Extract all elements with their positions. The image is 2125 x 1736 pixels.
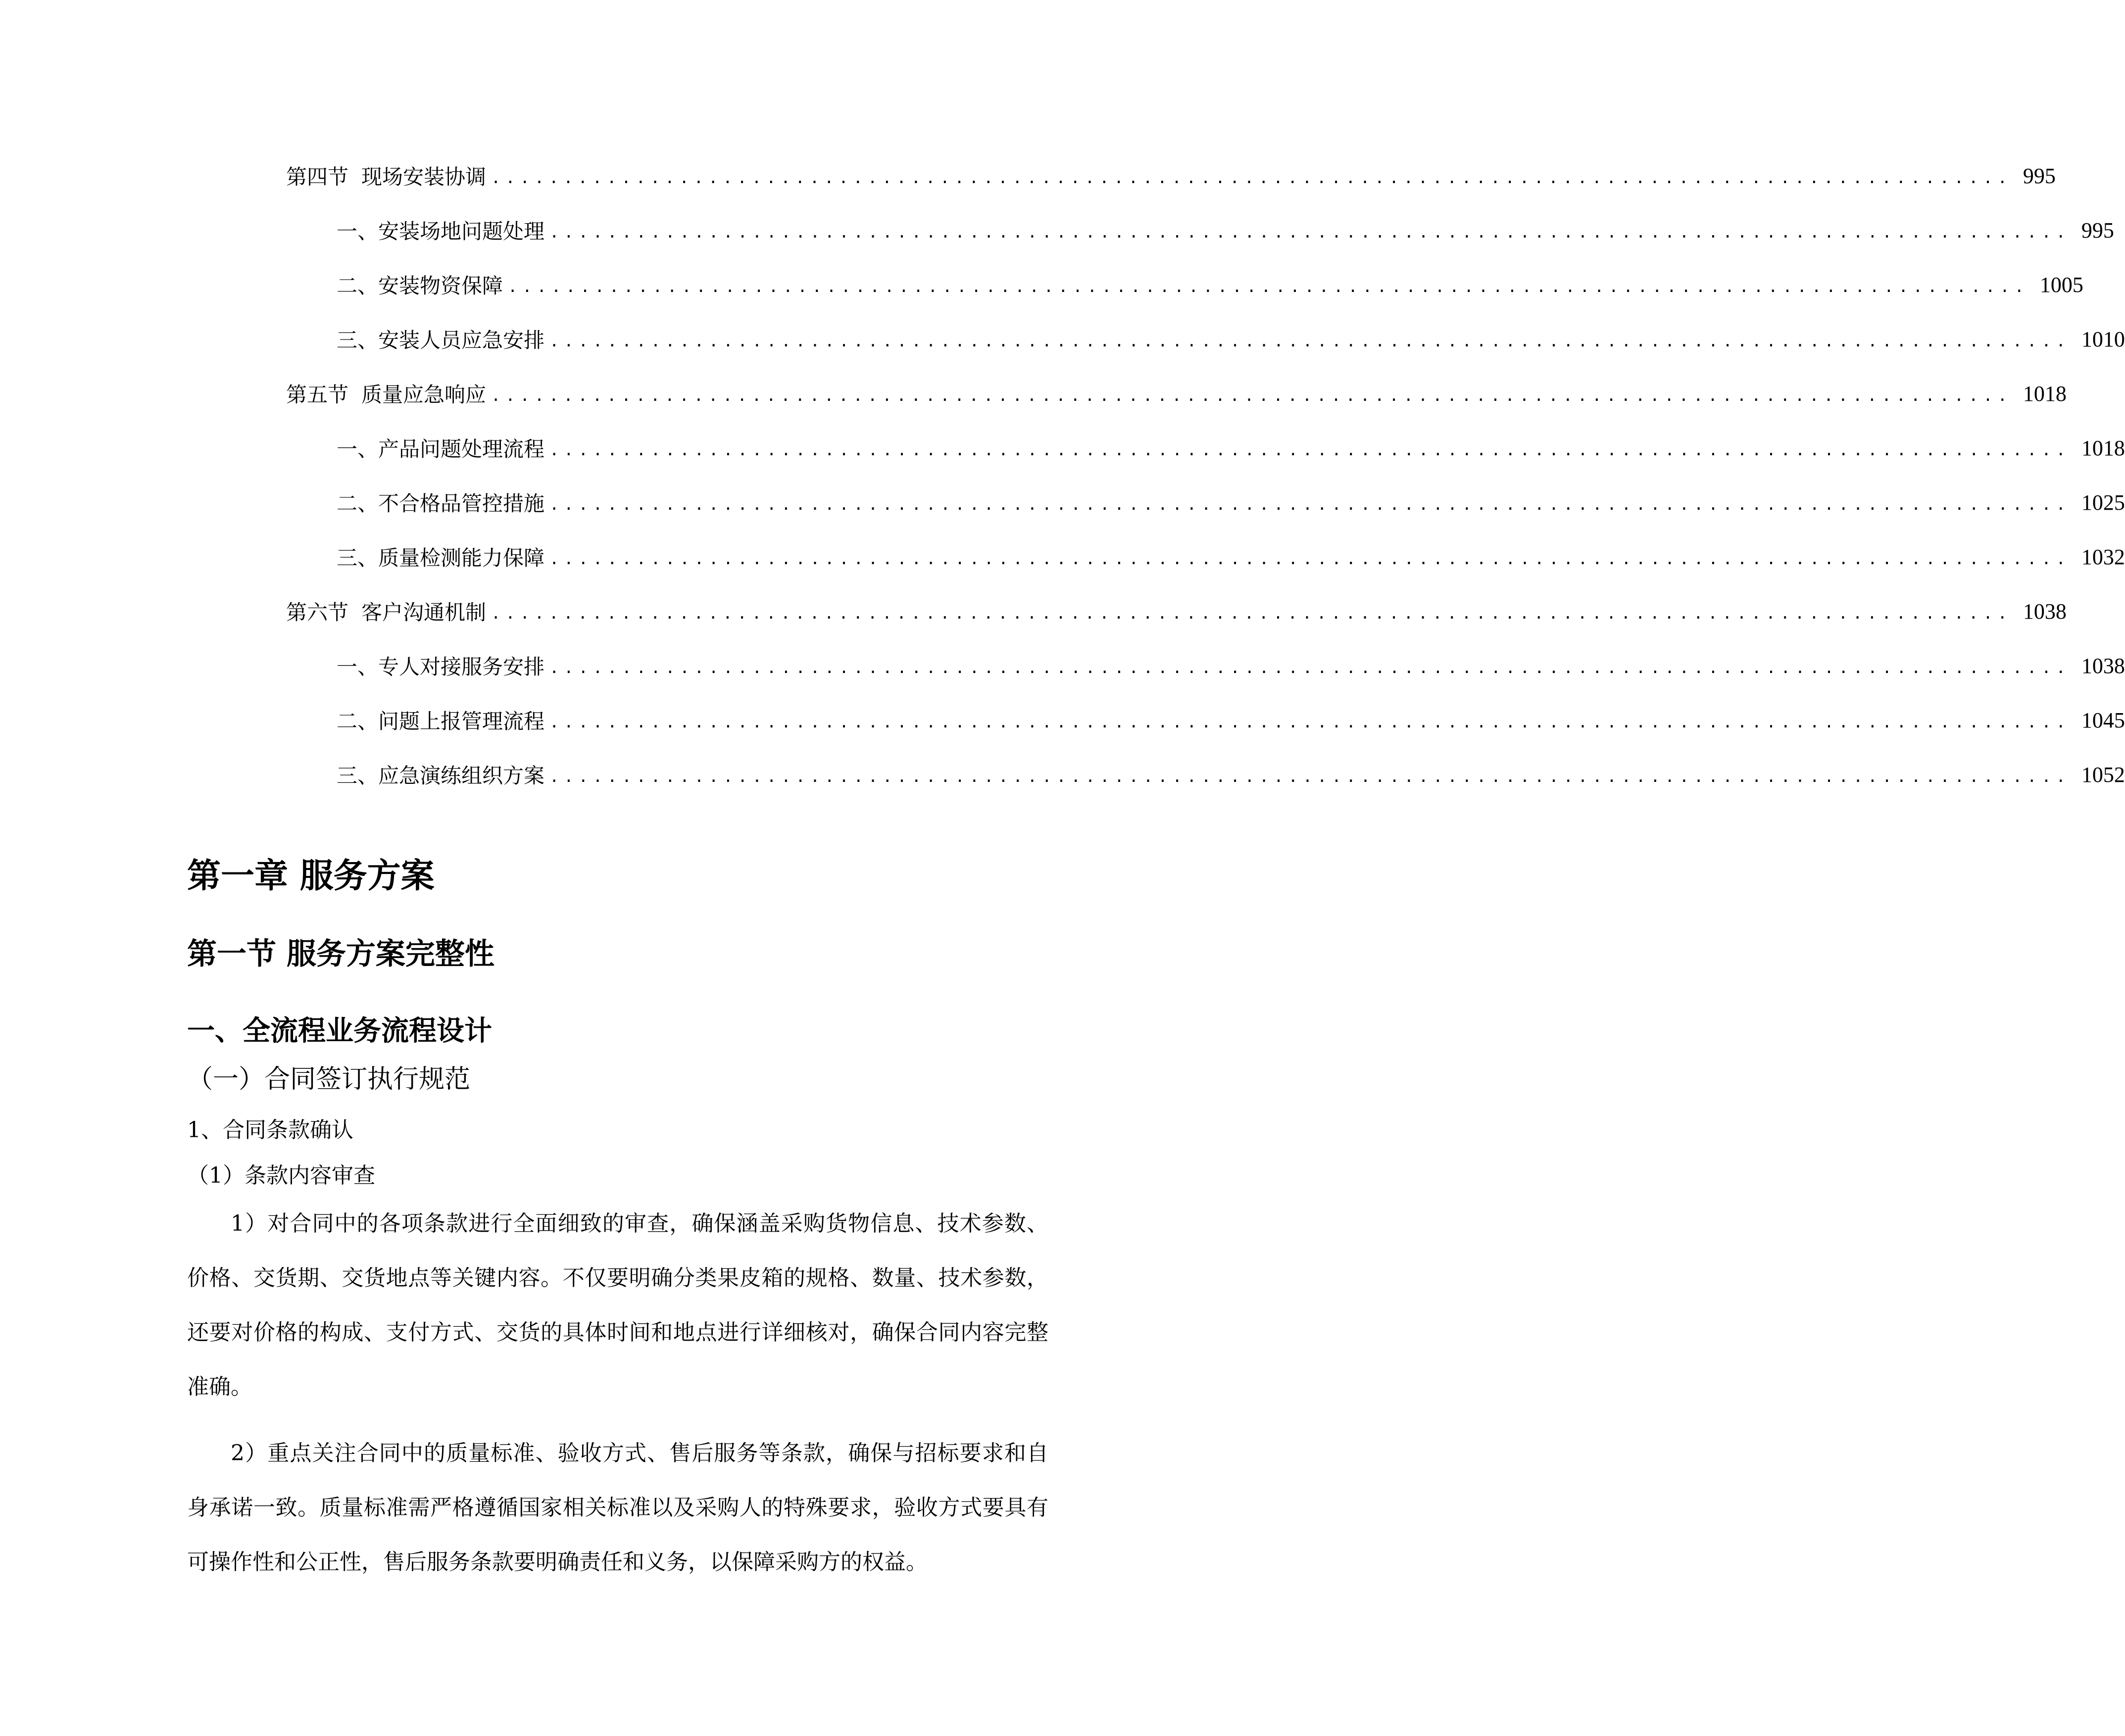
toc-dot-leader: .........................................................................................................: [549, 658, 2071, 677]
toc-entry-section: 三、: [337, 328, 379, 352]
toc-entry-title: 安装物资保障: [378, 274, 503, 298]
toc-entry-page: 1052: [2081, 762, 2125, 787]
toc-entry-title: 质量应急响应: [361, 383, 487, 407]
toc-entry-section: 第六节: [286, 600, 349, 625]
toc-entry-page: 1018: [2023, 381, 2067, 406]
toc-entry[interactable]: [286, 638, 2125, 693]
sub-subsection-heading: （一）合同签订执行规范: [187, 1064, 471, 1094]
toc-dot-leader: .........................................................................................................: [491, 386, 2012, 405]
section-heading: 第一节 服务方案完整性: [187, 937, 494, 971]
toc-entry-section: 二、: [337, 709, 379, 733]
toc-dot-leader: .........................................................................................................: [549, 440, 2071, 459]
toc-entry-title: 产品问题处理流程: [378, 437, 545, 461]
toc-entry[interactable]: [286, 203, 2114, 257]
toc-entry-title: 现场安装协调: [361, 165, 487, 189]
toc-entry-section: 三、: [337, 546, 379, 570]
toc-entry[interactable]: [286, 693, 2125, 747]
toc-entry-title: 应急演练组织方案: [378, 764, 545, 788]
toc-entry-title: 客户沟通机制: [361, 600, 487, 625]
toc-entry[interactable]: [286, 312, 2125, 366]
toc-dot-leader: .........................................................................................................: [491, 604, 2012, 623]
toc-entry-page: 1018: [2081, 435, 2125, 460]
toc-entry-title: 不合格品管控措施: [378, 491, 545, 516]
toc-entry[interactable]: [286, 148, 2056, 203]
toc-dot-leader: .........................................................................................................: [491, 168, 2012, 187]
toc-entry[interactable]: [286, 747, 2125, 802]
toc-entry-section: 第五节: [286, 383, 349, 407]
table-of-contents: [286, 148, 2125, 802]
toc-entry-page: 1032: [2081, 544, 2125, 569]
toc-dot-leader: .........................................................................................................: [549, 332, 2071, 350]
chapter-heading: 第一章 服务方案: [187, 857, 435, 896]
toc-entry-section: 三、: [337, 764, 379, 788]
toc-entry-page: 1038: [2081, 653, 2125, 678]
toc-dot-leader: .........................................................................................................: [549, 495, 2071, 514]
toc-entry-title: 问题上报管理流程: [378, 709, 545, 733]
toc-dot-leader: .........................................................................................................: [549, 713, 2071, 731]
toc-entry-title: 质量检测能力保障: [378, 546, 545, 570]
toc-dot-leader: .........................................................................................................: [508, 277, 2029, 296]
toc-entry-page: 1045: [2081, 708, 2125, 732]
body-paragraph: 2）重点关注合同中的质量标准、验收方式、售后服务等条款，确保与招标要求和自身承诺一致。质量标准需严格遵循国家相关标准以及采购人的特殊要求，验收方式要具有可操作性和公正性，售后服务条款要明确责任和义务，以保障采购方的权益。: [187, 1441, 1048, 1575]
toc-entry-section: 一、: [337, 655, 379, 679]
toc-dot-leader: .........................................................................................................: [549, 223, 2071, 241]
toc-entry[interactable]: [286, 584, 2067, 638]
toc-entry-page: 1010: [2081, 327, 2125, 351]
subsection-heading: 一、全流程业务流程设计: [187, 1015, 492, 1047]
toc-entry-title: 专人对接服务安排: [378, 655, 545, 679]
toc-entry-page: 1025: [2081, 490, 2125, 515]
body-paragraph: 1）对合同中的各项条款进行全面细致的审查，确保涵盖采购货物信息、技术参数、价格、交货期、交货地点等关键内容。不仅要明确分类果皮箱的规格、数量、技术参数，还要对价格的构成、支付方式、交货的具体时间和地点进行详细核对，确保合同内容完整准确。: [187, 1211, 1048, 1399]
toc-entry-section: 第四节: [286, 165, 349, 189]
toc-entry-page: 1038: [2023, 599, 2067, 624]
toc-entry-title: 安装人员应急安排: [378, 328, 545, 352]
toc-entry-page: 1005: [2039, 272, 2083, 297]
toc-dot-leader: .........................................................................................................: [549, 549, 2071, 568]
toc-entry-page: 995: [2023, 163, 2056, 188]
subitem-heading: （1）条款内容审查: [187, 1163, 375, 1188]
toc-entry-page: 995: [2081, 218, 2114, 242]
toc-entry-section: 一、: [337, 219, 379, 243]
toc-entry-section: 二、: [337, 274, 379, 298]
toc-entry[interactable]: [286, 421, 2125, 475]
toc-dot-leader: .........................................................................................................: [549, 767, 2071, 786]
item-heading: 1、合同条款确认: [187, 1117, 353, 1143]
toc-entry[interactable]: [286, 530, 2125, 584]
toc-entry-title: 安装场地问题处理: [378, 219, 545, 243]
toc-entry[interactable]: [286, 475, 2125, 530]
toc-entry-section: 一、: [337, 437, 379, 461]
toc-entry-section: 二、: [337, 491, 379, 516]
toc-entry[interactable]: [286, 257, 2083, 312]
toc-entry[interactable]: [286, 366, 2067, 421]
